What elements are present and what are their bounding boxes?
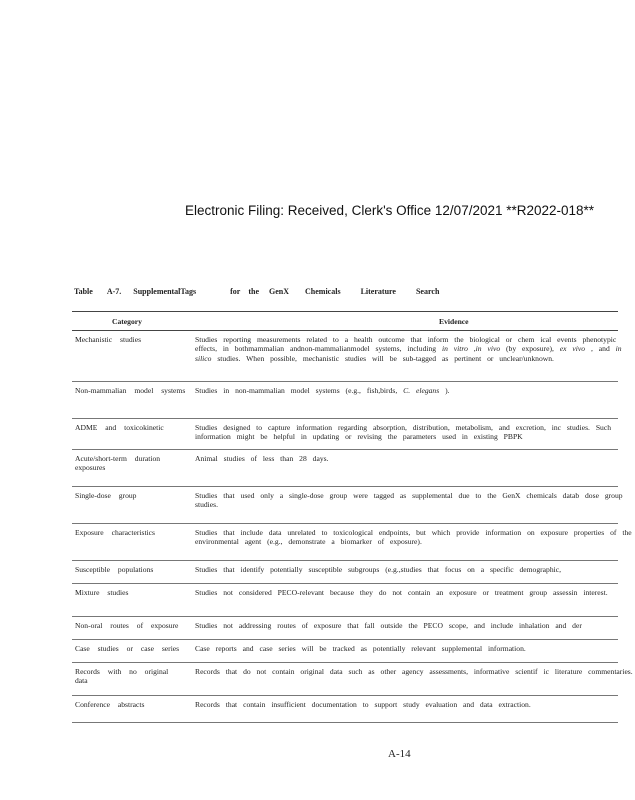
category-cell: Mixture studies — [75, 588, 129, 597]
evidence-cell: Studies not considered PECO-relevant because they do not contain an exposure or treatment group assessin interest. — [195, 588, 608, 597]
caption-word: SupplementalTags — [133, 287, 197, 296]
category-cell: Exposure characteristics — [75, 528, 156, 537]
table-header — [72, 311, 618, 331]
evidence-cell: Animal studies of less than 28 days. — [195, 454, 329, 463]
table-row — [72, 696, 618, 723]
table-row — [72, 331, 622, 382]
table-row — [72, 663, 633, 696]
supplemental-tags-table — [72, 311, 633, 723]
caption-word: A-7. — [106, 287, 122, 296]
category-cell: Acute/short-term duration exposures — [75, 454, 161, 473]
caption-word: Chemicals — [305, 287, 341, 296]
table-row — [72, 617, 618, 640]
evidence-cell: Studies not addressing routes of exposure that fall outside the PECO scope, and include inhalation and der — [195, 621, 582, 630]
caption-word: GenX — [269, 287, 290, 296]
evidence-cell: Records that contain insufficient documentation to support study evaluation and data extraction. — [195, 700, 531, 709]
caption-word: Search — [415, 287, 440, 296]
category-cell: Conference abstracts — [75, 700, 145, 709]
table-row — [72, 524, 632, 561]
caption-word: the — [248, 287, 260, 296]
page-number: A-14 — [388, 748, 411, 760]
evidence-cell: Studies reporting measurements related to a health outcome that inform the biological or chem ical events phenotypic effects, in bothmammalian andnon-mammalianmodel systems, including in vitro ,in vivo (by exposure), ex vivo , and in silico studies. When possible, mechanistic studies will be sub-tagged as pertinent or unclear/unknown. — [195, 335, 622, 363]
caption-word: Table — [74, 287, 93, 296]
header-category: Category — [112, 317, 142, 326]
evidence-cell: Studies designed to capture information regarding absorption, distribution, metabolism, and excretion, inc studies. Such information might be helpful in updating or revising the parameters used in existing PBPK — [195, 423, 612, 442]
category-cell: Non-oral routes of exposure — [75, 621, 179, 630]
category-cell: ADME and toxicokinetic — [75, 423, 164, 432]
evidence-cell: Studies that include data unrelated to toxicological endpoints, but which provide information on exposure properties of the environmental agent (e.g., demonstrate a biomarker of exposure). — [195, 528, 632, 547]
category-cell: Non-mammalian model systems — [75, 386, 186, 395]
header-evidence: Evidence — [439, 317, 469, 326]
evidence-cell: Studies that identify potentially susceptible subgroups (e.g.,studies that focus on a specific demographic, — [195, 565, 562, 574]
category-cell: Records with no original data — [75, 667, 169, 686]
table-row — [72, 382, 618, 419]
evidence-cell: Studies that used only a single-dose group were tagged as supplemental due to the GenX chemicals datab dose group studies. — [195, 491, 623, 510]
evidence-cell: Case reports and case series will be tracked as potentially relevant supplemental information. — [195, 644, 526, 653]
table-row — [72, 584, 618, 617]
caption-word: Literature — [360, 287, 396, 296]
table-row — [72, 640, 618, 663]
table-row — [72, 419, 618, 450]
evidence-cell: Records that do not contain original data such as other agency assessments, informative scientif ic literature commentaries. — [195, 667, 633, 676]
table-row — [72, 450, 618, 487]
caption-word: for — [230, 287, 241, 296]
table-row — [72, 487, 623, 524]
filing-stamp: Electronic Filing: Received, Clerk's Office 12/07/2021 **R2022-018** — [185, 203, 595, 218]
category-cell: Single-dose group — [75, 491, 137, 500]
table-caption — [74, 287, 439, 296]
evidence-cell: Studies in non-mammalian model systems (e.g., fish,birds, C. elegans ). — [195, 386, 450, 395]
category-cell: Case studies or case series — [75, 644, 180, 653]
category-cell: Susceptible populations — [75, 565, 154, 574]
category-cell: Mechanistic studies — [75, 335, 142, 344]
table-row — [72, 561, 618, 584]
